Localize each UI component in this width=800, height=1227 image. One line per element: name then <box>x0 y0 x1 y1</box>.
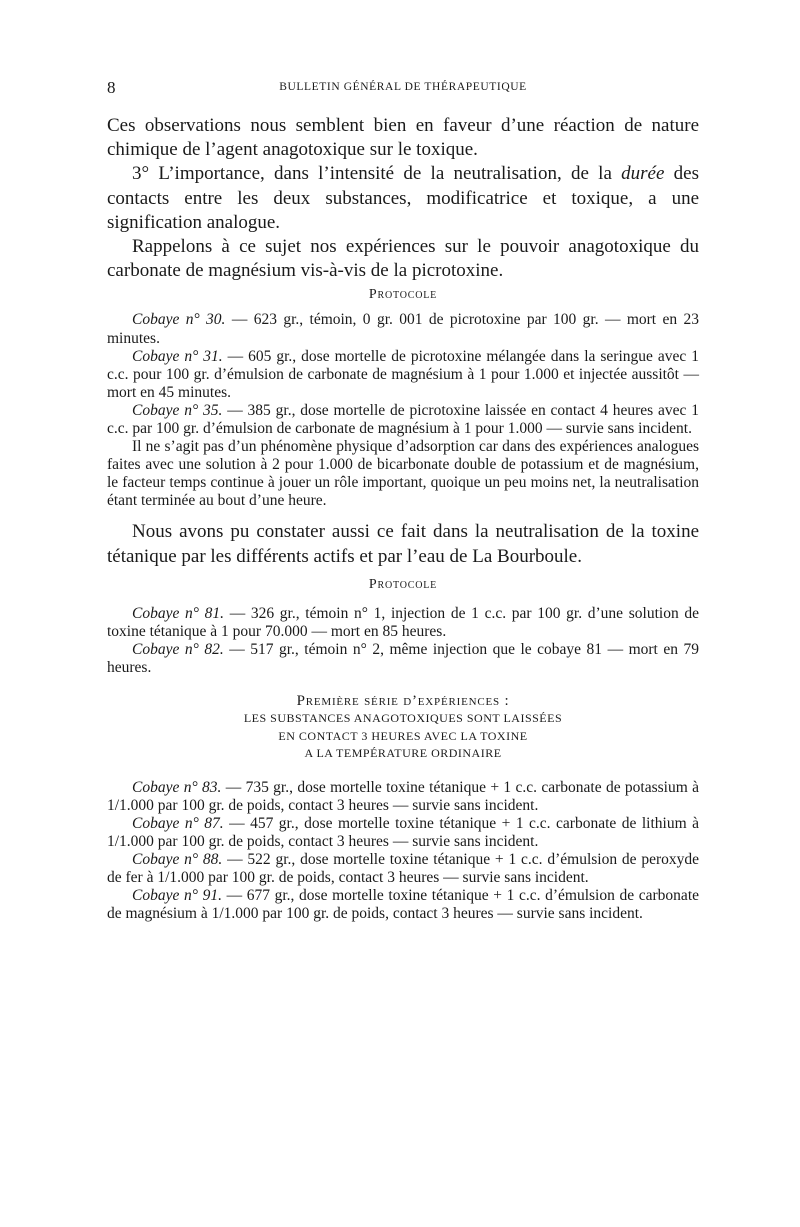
page-number: 8 <box>107 78 116 97</box>
duration-suffix: des contacts entre les deux substances, modificatrice et toxique, a une signification analogue. <box>107 163 699 233</box>
cobaye-88-text: — 522 gr., dose mortelle toxine tétanique + 1 c.c. d’émulsion de peroxyde de fer à 1/1.000 par 100 gr. de poids, contact 3 heures — survie sans incident. <box>107 851 700 887</box>
series-heading <box>107 693 699 763</box>
page-body <box>107 114 699 923</box>
experiment-cobaye-82 <box>107 641 699 677</box>
experiment-cobaye-91 <box>107 887 699 923</box>
running-title: BULLETIN GÉNÉRAL DE THÉRAPEUTIQUE <box>279 81 527 93</box>
page-header <box>107 78 699 100</box>
duration-prefix: 3° L’importance, dans l’intensité de la neutralisation, de la <box>132 163 622 185</box>
paragraph-adsorption: Il ne s’agit pas d’un phénomène physique d’adsorption car dans des expériences analogues faites avec une solution à 2 pour 1.000 de bicarbonate double de potassium et de magnésium, le facteur temps continue à jouer un rôle important, quoique un peu moins net, la neutralisation étant terminée au bout d’une heure. <box>107 438 699 510</box>
series-heading-line-1: Première série d’expériences : <box>296 693 510 710</box>
cobaye-81-text: — 326 gr., témoin n° 1, injection de 1 c.c. par 100 gr. d’une solution de toxine tétanique à 1 pour 70.000 — mort en 85 heures. <box>107 604 699 640</box>
cobaye-35-label: Cobaye n° 35. <box>132 401 223 419</box>
paragraph-tetanic-toxin: Nous avons pu constater aussi ce fait dans la neutralisation de la toxine tétanique par les différents actifs et par l’eau de La Bourboule. <box>107 521 699 567</box>
cobaye-88-label: Cobaye n° 88. <box>132 851 223 869</box>
cobaye-82-text: — 517 gr., témoin n° 2, même injection que le cobaye 81 — mort en 79 heures. <box>107 641 700 677</box>
cobaye-35-text: — 385 gr., dose mortelle de picrotoxine laissée en contact 4 heures avec 1 c.c. par 100 gr. d’émulsion de carbonate de magnésium à 1 pour 1.000 — survie sans incident. <box>107 401 700 437</box>
experiment-cobaye-87 <box>107 815 699 851</box>
experiment-cobaye-31 <box>107 348 699 402</box>
paragraph-duration <box>107 162 699 235</box>
cobaye-87-label: Cobaye n° 87. <box>132 814 224 832</box>
paragraph-magnesium-recall: Rappelons à ce sujet nos expériences sur le pouvoir anagotoxique du carbonate de magnésium vis-à-vis de la picrotoxine. <box>107 236 699 282</box>
protocol-heading-2: Protocole <box>368 576 438 592</box>
series-heading-line-2: LES SUBSTANCES ANAGOTOXIQUES SONT LAISSÉES <box>243 711 563 726</box>
cobaye-30-label: Cobaye n° 30. <box>132 311 226 329</box>
cobaye-31-text: — 605 gr., dose mortelle de picrotoxine mélangée dans la seringue avec 1 c.c. pour 100 gr. d’émulsion de carbonate de magnésium à 1 pour 1.000 et injectée aussitôt — mort en 45 minutes. <box>107 347 699 401</box>
series-heading-line-4: A LA TEMPÉRATURE ORDINAIRE <box>304 746 502 761</box>
protocol-heading-1: Protocole <box>368 287 438 303</box>
experiment-cobaye-83 <box>107 779 699 815</box>
cobaye-82-label: Cobaye n° 82. <box>132 641 224 659</box>
experiment-cobaye-30 <box>107 311 699 347</box>
cobaye-91-label: Cobaye n° 91. <box>132 887 222 905</box>
experiment-cobaye-35 <box>107 402 699 438</box>
experiment-cobaye-88 <box>107 851 699 887</box>
cobaye-30-text: — 623 gr., témoin, 0 gr. 001 de picrotoxine par 100 gr. — mort en 23 minutes. <box>107 311 700 347</box>
paragraph-observations: Ces observations nous semblent bien en faveur d’une réaction de nature chimique de l’agent anagotoxique sur le toxique. <box>107 115 699 161</box>
cobaye-81-label: Cobaye n° 81. <box>132 604 225 622</box>
cobaye-87-text: — 457 gr., dose mortelle toxine tétanique + 1 c.c. carbonate de lithium à 1/1.000 par 100 gr. de poids, contact 3 heures — survie sans incident. <box>107 814 699 851</box>
experiment-cobaye-81 <box>107 605 699 641</box>
cobaye-83-text: — 735 gr., dose mortelle toxine tétanique + 1 c.c. carbonate de potassium à 1/1.000 par 100 gr. de poids, contact 3 heures — survie sans incident. <box>107 778 700 814</box>
cobaye-83-label: Cobaye n° 83. <box>132 778 222 796</box>
duration-emphasis: durée <box>621 163 665 185</box>
cobaye-91-text: — 677 gr., dose mortelle toxine tétanique + 1 c.c. d’émulsion de carbonate de magnésium à 1/1.000 par 100 gr. de poids, contact 3 heures — survie sans incident. <box>107 887 700 923</box>
cobaye-31-label: Cobaye n° 31. <box>132 347 223 365</box>
series-heading-line-3: EN CONTACT 3 HEURES AVEC LA TOXINE <box>278 728 528 743</box>
